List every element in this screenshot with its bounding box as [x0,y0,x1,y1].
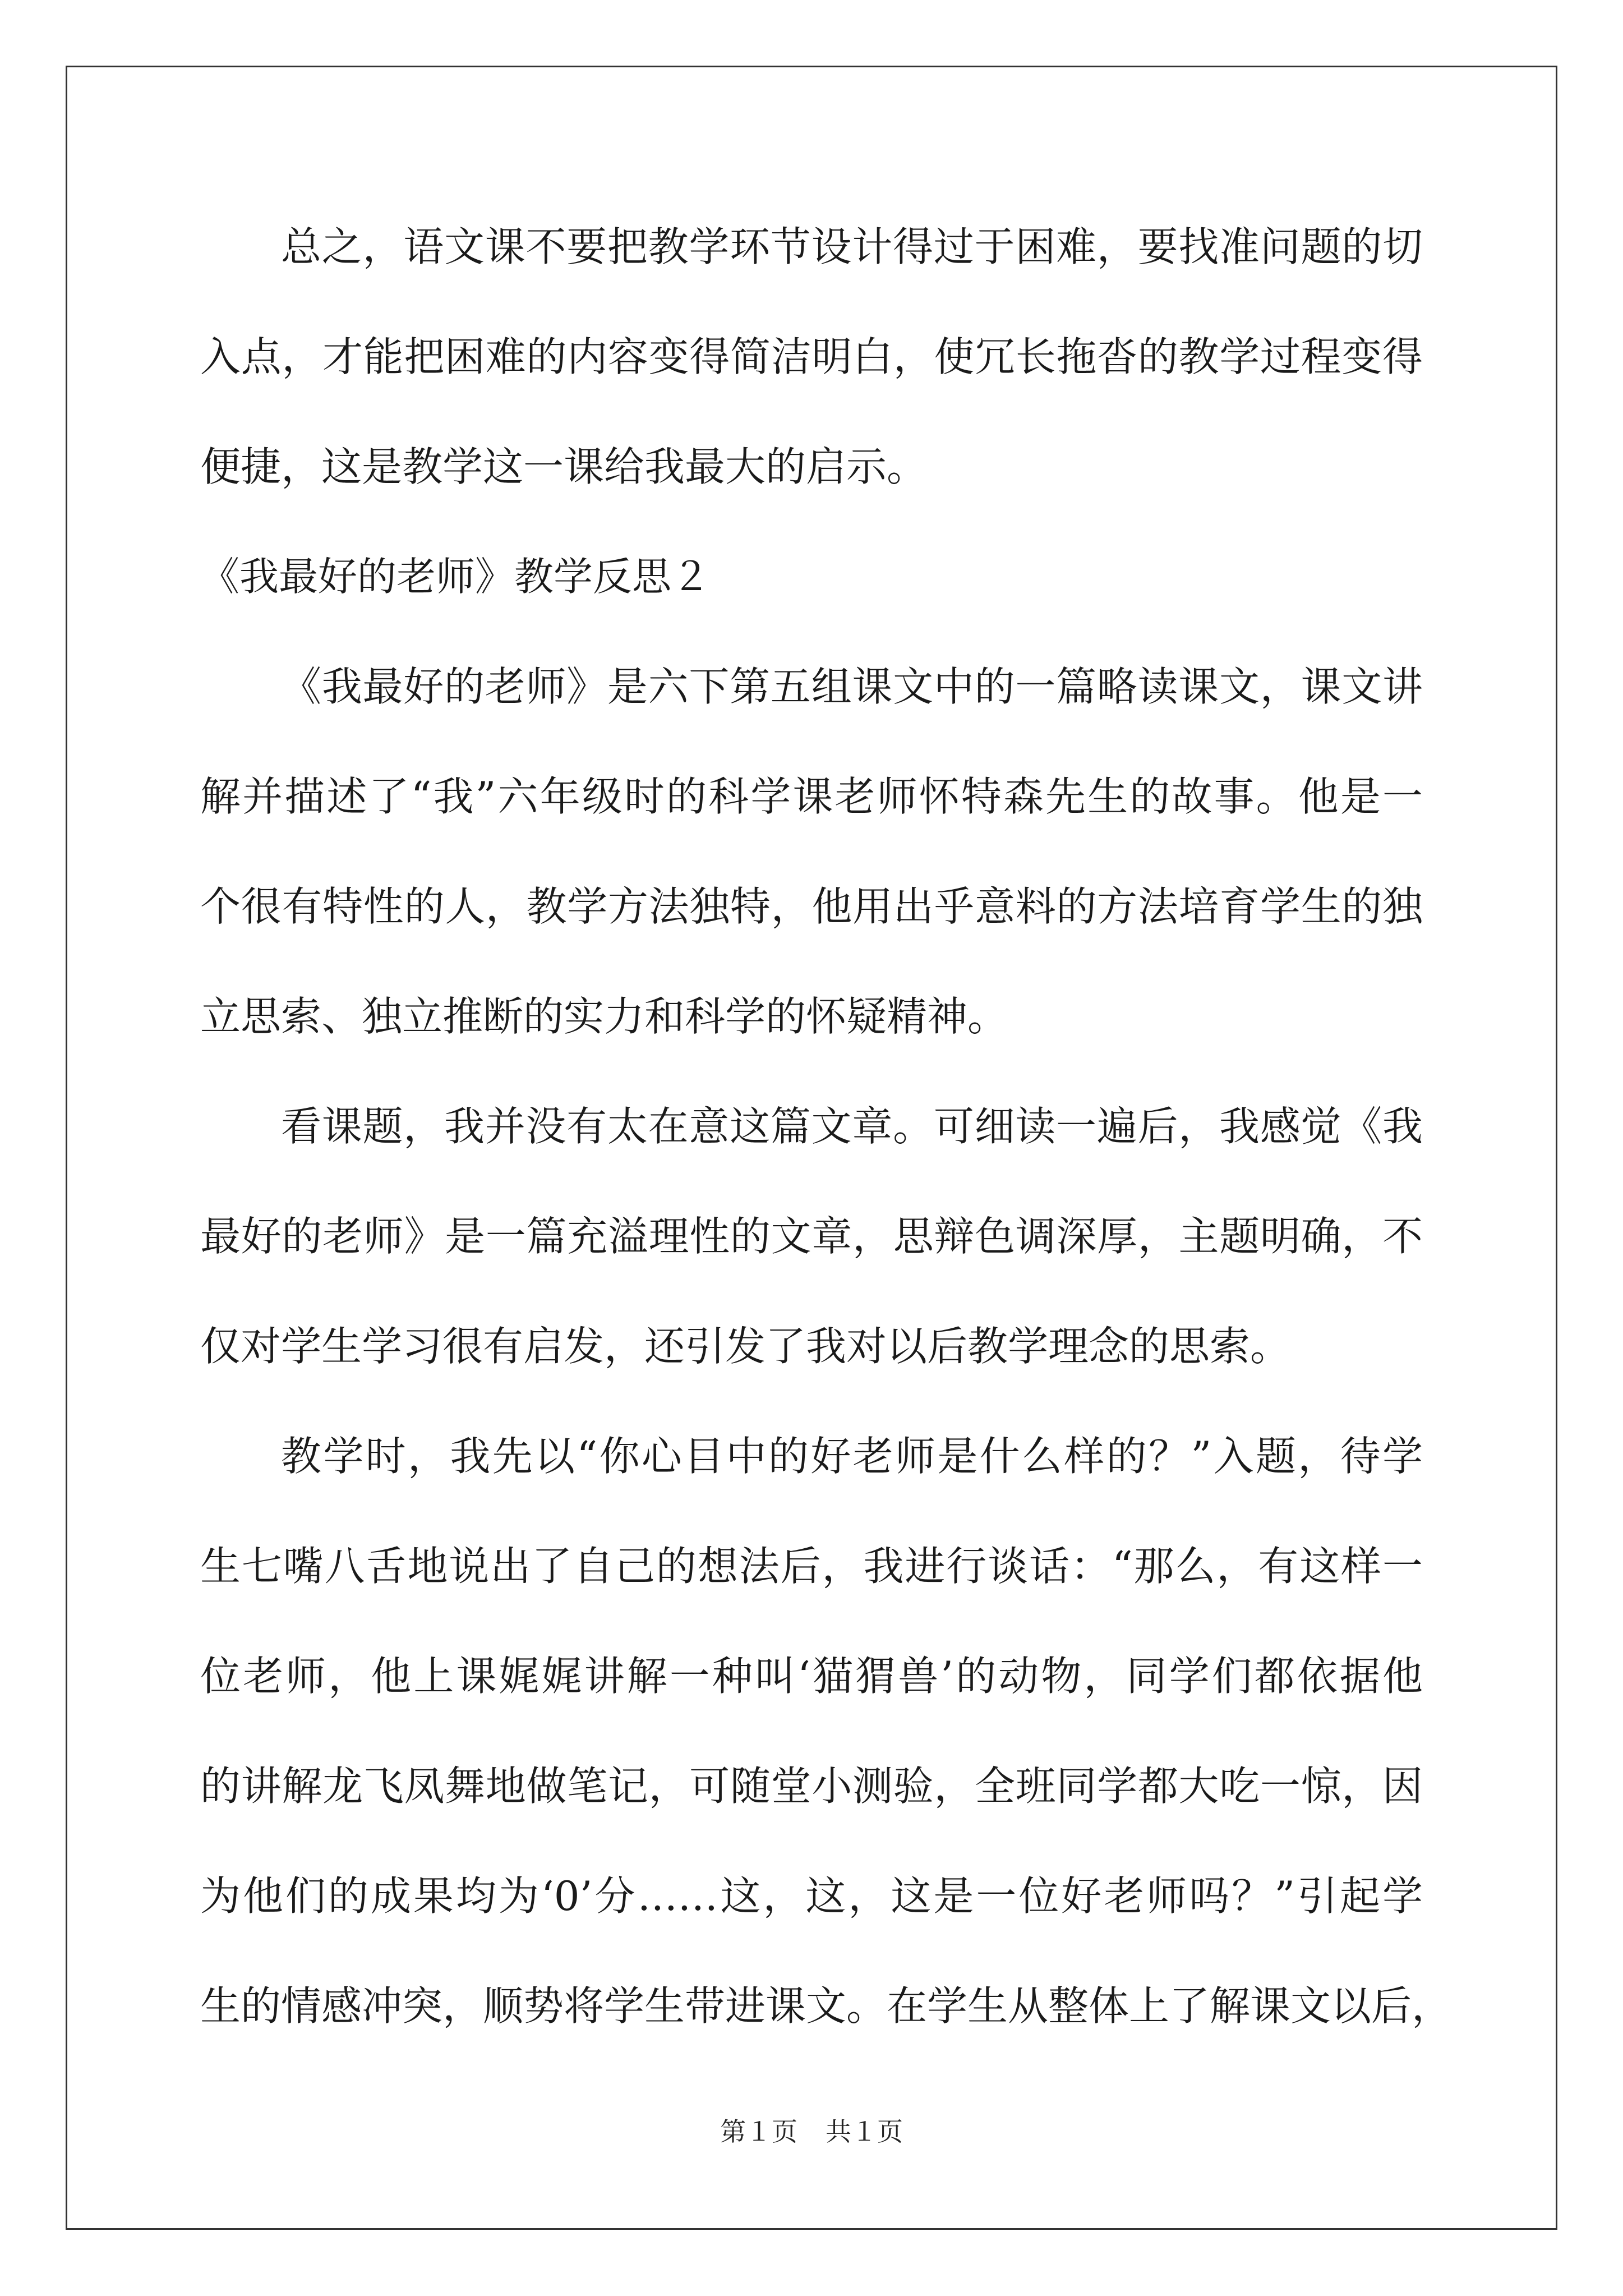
paragraph-line: 个很有特性的人，教学方法独特，他用出乎意料的方法培育学生的独 [200,883,1423,930]
page-number: 第１页 [720,2116,797,2147]
paragraph-line: 的讲解龙飞凤舞地做笔记，可随堂小测验，全班同学都大吃一惊，因 [200,1763,1423,1810]
paragraph-line: 仅对学生学习很有启发，还引发了我对以后教学理念的思索。 [200,1323,1291,1370]
page-total: 共１页 [826,2116,903,2147]
paragraph-line: 教学时，我先以“你心目中的好老师是什么样的？”入题，待学 [281,1433,1423,1480]
page-footer [0,2115,1623,2148]
paragraph-line: 立思索、独立推断的实力和科学的怀疑精神。 [200,993,1008,1040]
paragraph-line: 位老师，他上课娓娓讲解一种叫‘猫猬兽’的动物，同学们都依据他 [200,1653,1423,1700]
paragraph-line: 便捷，这是教学这一课给我最大的启示。 [200,443,928,490]
paragraph-line: 看课题，我并没有太在意这篇文章。可细读一遍后，我感觉《我 [281,1103,1423,1150]
paragraph-line: 为他们的成果均为‘0’分……这，这，这是一位好老师吗？”引起学 [200,1872,1423,1920]
paragraph-line: 解并描述了“我”六年级时的科学课老师怀特森先生的故事。他是一 [200,773,1423,820]
paragraph-line: 生七嘴八舌地说出了自己的想法后，我进行谈话：“那么，有这样一 [200,1543,1423,1590]
paragraph-line: 最好的老师》是一篇充溢理性的文章，思辩色调深厚，主题明确，不 [200,1213,1423,1260]
paragraph-line: 《我最好的老师》是六下第五组课文中的一篇略读课文，课文讲 [281,663,1423,710]
paragraph-line: 总之，语文课不要把教学环节设计得过于困难，要找准问题的切 [281,223,1423,270]
paragraph-line: 入点，才能把困难的内容变得简洁明白，使冗长拖沓的教学过程变得 [200,333,1423,380]
section-heading: 《我最好的老师》教学反思２ [200,554,711,600]
paragraph-line: 生的情感冲突，顺势将学生带进课文。在学生从整体上了解课文以后， [200,1982,1453,2030]
